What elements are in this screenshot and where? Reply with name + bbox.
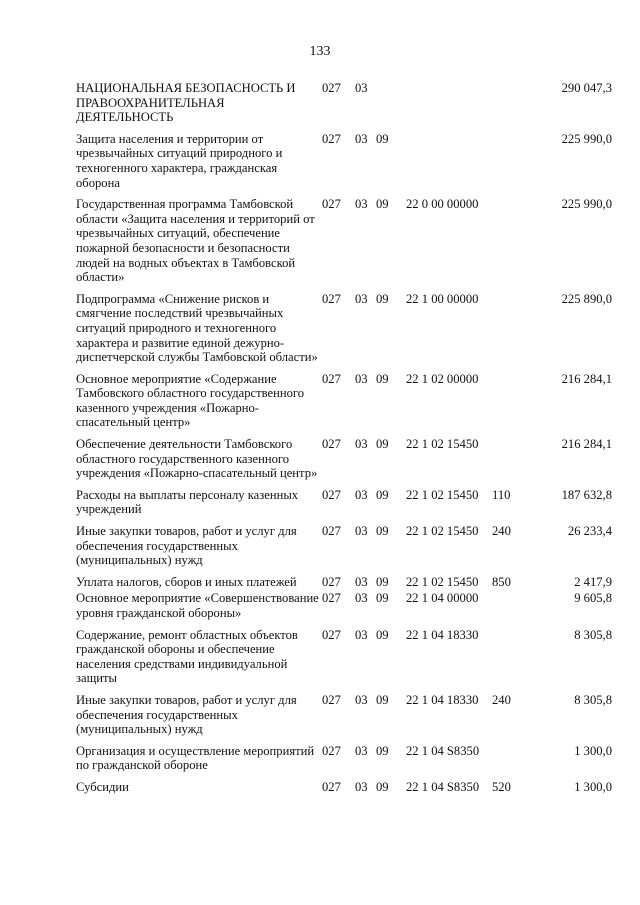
table-row (76, 591, 612, 627)
row-csr: 22 1 04 18330 (406, 692, 479, 707)
row-name: НАЦИОНАЛЬНАЯ БЕЗОПАСНОСТЬ И ПРАВООХРАНИТЕЛЬНАЯ ДЕЯТЕЛЬНОСТЬ (76, 81, 296, 125)
row-vr (492, 132, 532, 197)
row-name: Государственная программа Тамбовской области «Защита населения и территорий от чрезвычайных ситуаций, обеспечение пожарной безопасности и безопасности людей на водных объектах в Тамбовской области» (76, 197, 315, 285)
row-csr: 22 1 02 15450 (406, 437, 479, 452)
row-vr: 520 (492, 779, 511, 794)
budget-table (76, 81, 612, 802)
row-sum: 26 233,4 (567, 524, 612, 539)
table-row (76, 81, 612, 132)
row-sum: 187 632,8 (561, 487, 612, 502)
row-rz: 03 (355, 692, 368, 707)
row-sum: 2 417,9 (574, 574, 612, 589)
row-gr: 027 (322, 779, 341, 794)
row-rz: 03 (355, 291, 368, 306)
table-row (76, 575, 612, 592)
row-vr (492, 628, 532, 693)
row-rz: 03 (355, 197, 368, 212)
table-row (76, 292, 612, 372)
row-rz: 03 (355, 627, 368, 642)
row-csr: 22 1 04 S8350 (406, 743, 480, 758)
row-rz: 03 (355, 487, 368, 502)
row-name: Субсидии (76, 779, 129, 794)
row-sum: 9 605,8 (574, 591, 612, 606)
row-rz: 03 (355, 131, 368, 146)
table-row (76, 197, 612, 292)
row-gr: 027 (322, 437, 341, 452)
row-gr: 027 (322, 692, 341, 707)
table-row (76, 693, 612, 744)
row-gr: 027 (322, 574, 341, 589)
row-pr: 09 (376, 487, 389, 502)
row-gr: 027 (322, 291, 341, 306)
row-csr: 22 1 04 18330 (406, 627, 479, 642)
row-sum: 225 990,0 (561, 197, 612, 212)
row-vr (492, 197, 532, 292)
row-csr: 22 1 00 00000 (406, 291, 479, 306)
row-gr: 027 (322, 524, 341, 539)
row-pr: 09 (376, 591, 389, 606)
row-name: Иные закупки товаров, работ и услуг для обеспечения государственных (муниципальных) нужд (76, 692, 297, 737)
row-csr: 22 1 02 15450 (406, 574, 479, 589)
row-gr: 027 (322, 627, 341, 642)
row-name: Обеспечение деятельности Тамбовского областного государственного казенного учреждения «Пожарно-спасательный центр» (76, 437, 318, 481)
row-gr: 027 (322, 743, 341, 758)
row-name: Защита населения и территории от чрезвычайных ситуаций природного и техногенного характера, гражданская оборона (76, 131, 283, 190)
row-gr: 027 (322, 487, 341, 502)
row-sum: 216 284,1 (561, 437, 612, 452)
row-vr (492, 372, 532, 437)
row-pr: 09 (376, 197, 389, 212)
row-pr: 09 (376, 779, 389, 794)
row-vr (492, 292, 532, 372)
row-name: Основное мероприятие «Содержание Тамбовского областного государственного казенного учреждения «Пожарно-спасательный центр» (76, 371, 305, 430)
row-vr: 240 (492, 692, 511, 707)
row-rz: 03 (355, 591, 368, 606)
row-rz: 03 (355, 524, 368, 539)
table-row (76, 524, 612, 575)
row-rz: 03 (355, 371, 368, 386)
row-gr: 027 (322, 591, 341, 606)
table-row (76, 372, 612, 437)
row-name: Расходы на выплаты персоналу казенных учреждений (76, 487, 299, 517)
table-row (76, 744, 612, 780)
row-csr: 22 1 02 15450 (406, 524, 479, 539)
row-pr: 09 (376, 131, 389, 146)
row-pr: 09 (376, 524, 389, 539)
row-gr: 027 (322, 371, 341, 386)
row-csr: 22 0 00 00000 (406, 197, 479, 212)
row-sum: 290 047,3 (561, 81, 612, 95)
row-name: Содержание, ремонт областных объектов гражданской обороны и обеспечение населения средствами индивидуальной защиты (76, 627, 298, 686)
row-vr (492, 591, 532, 627)
row-rz: 03 (355, 779, 368, 794)
row-sum: 8 305,8 (574, 627, 612, 642)
row-pr: 09 (376, 437, 389, 452)
row-gr: 027 (322, 81, 341, 95)
row-vr (492, 81, 532, 132)
row-vr (492, 437, 532, 488)
row-pr: 09 (376, 371, 389, 386)
row-csr: 22 1 02 00000 (406, 371, 479, 386)
row-rz: 03 (355, 574, 368, 589)
row-sum: 225 990,0 (561, 131, 612, 146)
row-pr: 09 (376, 291, 389, 306)
row-name: Основное мероприятие «Совершенствование уровня гражданской обороны» (76, 591, 319, 620)
row-gr: 027 (322, 197, 341, 212)
table-row (76, 488, 612, 524)
row-vr: 240 (492, 524, 511, 539)
row-vr (492, 744, 532, 780)
row-csr: 22 1 02 15450 (406, 487, 479, 502)
table-row (76, 780, 612, 802)
row-sum: 1 300,0 (574, 779, 612, 794)
row-rz: 03 (355, 743, 368, 758)
row-name: Уплата налогов, сборов и иных платежей (76, 574, 297, 589)
row-pr (376, 81, 406, 132)
row-vr: 110 (492, 487, 511, 502)
row-pr: 09 (376, 627, 389, 642)
row-name: Организация и осуществление мероприятий по гражданской обороне (76, 743, 315, 773)
row-sum: 1 300,0 (574, 743, 612, 758)
page-number: 133 (309, 44, 331, 59)
row-sum: 225 890,0 (561, 291, 612, 306)
row-sum: 8 305,8 (574, 692, 612, 707)
row-csr (406, 81, 492, 132)
row-pr: 09 (376, 692, 389, 707)
table-row (76, 628, 612, 693)
row-name: Подпрограмма «Снижение рисков и смягчение последствий чрезвычайных ситуаций природного и техногенного характера и развитие единой дежурно-диспетчерской службы Тамбовской области» (76, 291, 318, 365)
row-vr: 850 (492, 574, 511, 589)
row-rz: 03 (355, 81, 368, 95)
row-name: Иные закупки товаров, работ и услуг для обеспечения государственных (муниципальных) нужд (76, 524, 297, 568)
row-csr: 22 1 04 00000 (406, 591, 479, 606)
row-pr: 09 (376, 574, 389, 589)
row-sum: 216 284,1 (561, 371, 612, 386)
row-csr (406, 132, 492, 197)
row-pr: 09 (376, 743, 389, 758)
table-row (76, 437, 612, 488)
table-row (76, 132, 612, 197)
row-csr: 22 1 04 S8350 (406, 779, 480, 794)
row-rz: 03 (355, 437, 368, 452)
row-gr: 027 (322, 131, 341, 146)
